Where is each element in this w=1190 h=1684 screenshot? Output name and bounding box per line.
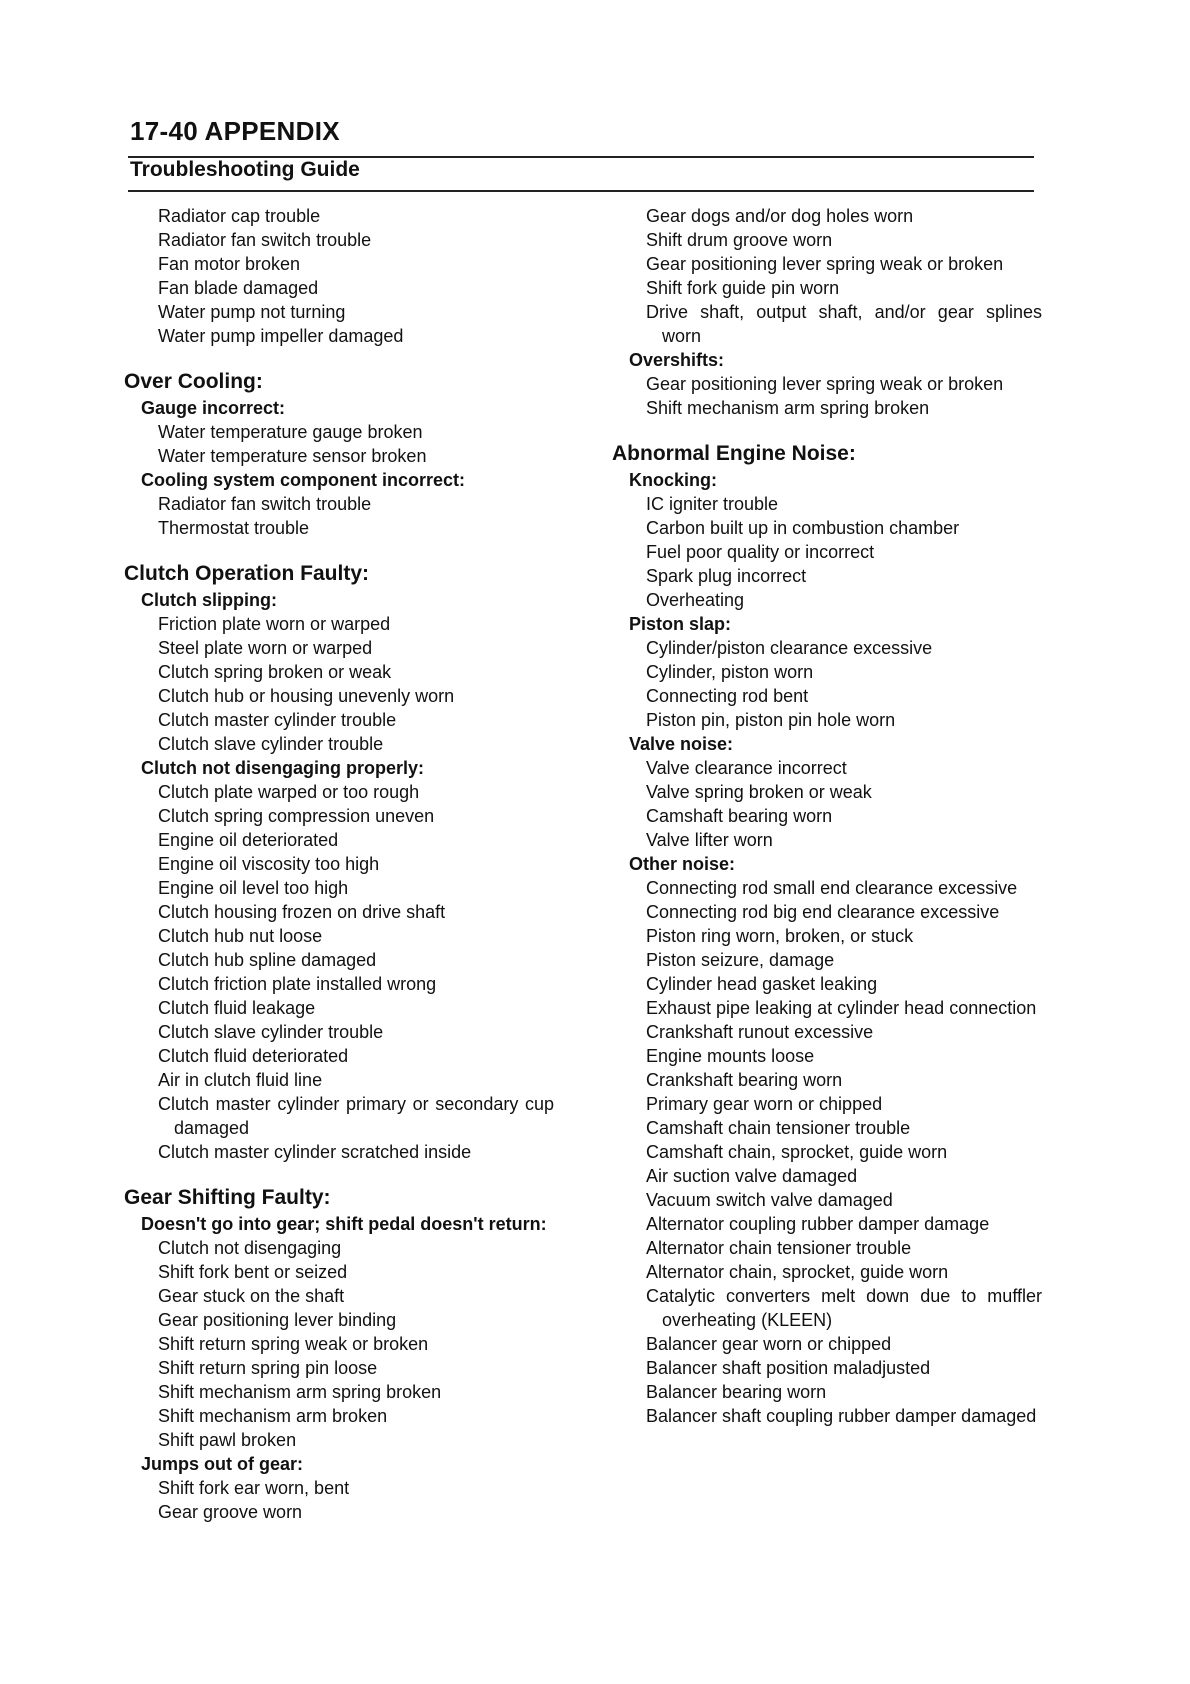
cause-item: Exhaust pipe leaking at cylinder head connection [646,998,1037,1018]
cause-item: Fan blade damaged [158,278,319,298]
cause-item: Alternator coupling rubber damper damage [646,1214,990,1234]
cause-item: Valve clearance incorrect [646,758,847,778]
trouble-group [124,204,554,348]
cause-item: Shift pawl broken [158,1430,297,1450]
cause-item: Vacuum switch valve damaged [646,1190,893,1210]
cause-item: Camshaft bearing worn [646,806,833,826]
cause-item: Shift return spring pin loose [158,1358,378,1378]
cause-item: Piston ring worn, broken, or stuck [646,926,914,946]
cause-item: Clutch fluid leakage [158,998,316,1018]
cause-item: Engine mounts loose [646,1046,815,1066]
trouble-group [124,560,554,1164]
cause-item: Clutch slave cylinder trouble [158,1022,384,1042]
cause-list [612,204,1042,348]
cause-list [124,612,554,756]
cause-item: Clutch hub or housing unevenly worn [158,686,455,706]
cause-item: Thermostat trouble [158,518,310,538]
subgroup-heading: Jumps out of gear: [141,1454,304,1474]
cause-item: Carbon built up in combustion chamber [646,518,960,538]
cause-item: Valve lifter worn [646,830,773,850]
cause-list [124,1476,554,1524]
cause-list [612,756,1042,852]
trouble-group [124,1184,554,1524]
cause-list [124,492,554,540]
cause-item: Friction plate worn or warped [158,614,391,634]
cause-item: Shift drum groove worn [646,230,833,250]
cause-item: Connecting rod bent [646,686,809,706]
cause-item: Shift mechanism arm spring broken [158,1382,442,1402]
cause-item: Clutch spring broken or weak [158,662,392,682]
cause-item: Clutch slave cylinder trouble [158,734,384,754]
cause-list [124,780,554,1164]
cause-item: Connecting rod big end clearance excessive [646,902,1000,922]
cause-item: Gear positioning lever spring weak or broken [646,254,1004,274]
subgroup-heading: Valve noise: [629,734,734,754]
group-heading: Over Cooling: [124,370,263,393]
cause-item: Gear positioning lever binding [158,1310,397,1330]
section-rule [128,190,1034,192]
section-heading: Troubleshooting Guide [130,158,360,181]
cause-item: Radiator cap trouble [158,206,321,226]
cause-item: Spark plug incorrect [646,566,807,586]
cause-item: Fuel poor quality or incorrect [646,542,875,562]
left-column [124,204,554,1524]
cause-item: Clutch master cylinder scratched inside [158,1142,472,1162]
subgroup-heading: Cooling system component incorrect: [141,470,466,490]
cause-item: Clutch hub nut loose [158,926,323,946]
cause-item: Gear dogs and/or dog holes worn [646,206,914,226]
cause-item: Shift fork guide pin worn [646,278,840,298]
cause-item: Overheating [646,590,745,610]
cause-item: Crankshaft bearing worn [646,1070,843,1090]
cause-item: Valve spring broken or weak [646,782,872,802]
trouble-group [124,368,554,540]
cause-item: Piston seizure, damage [646,950,835,970]
group-heading: Clutch Operation Faulty: [124,562,370,585]
cause-item: Clutch housing frozen on drive shaft [158,902,446,922]
cause-item: Drive shaft, output shaft, and/or gear splines worn [646,302,1042,346]
cause-item: IC igniter trouble [646,494,779,514]
cause-item: Cylinder, piston worn [646,662,814,682]
cause-item: Clutch spring compression uneven [158,806,435,826]
cause-list [124,204,554,348]
cause-item: Engine oil deteriorated [158,830,339,850]
subgroup-heading: Other noise: [629,854,736,874]
cause-item: Water temperature sensor broken [158,446,427,466]
cause-item: Clutch hub spline damaged [158,950,377,970]
cause-list [612,636,1042,732]
cause-list [124,420,554,468]
cause-item: Gear stuck on the shaft [158,1286,345,1306]
cause-item: Camshaft chain tensioner trouble [646,1118,911,1138]
cause-item: Balancer shaft position maladjusted [646,1358,931,1378]
cause-list [612,876,1042,1428]
subgroup-heading: Overshifts: [629,350,725,370]
cause-item: Cylinder/piston clearance excessive [646,638,933,658]
cause-item: Clutch master cylinder trouble [158,710,397,730]
cause-item: Piston pin, piston pin hole worn [646,710,896,730]
cause-item: Gear positioning lever spring weak or broken [646,374,1004,394]
cause-item: Water pump impeller damaged [158,326,404,346]
subgroup-heading: Gauge incorrect: [141,398,286,418]
cause-item: Primary gear worn or chipped [646,1094,883,1114]
cause-item: Alternator chain, sprocket, guide worn [646,1262,949,1282]
cause-item: Alternator chain tensioner trouble [646,1238,912,1258]
cause-item: Connecting rod small end clearance excessive [646,878,1018,898]
cause-item: Clutch fluid deteriorated [158,1046,349,1066]
cause-item: Balancer shaft coupling rubber damper damaged [646,1406,1037,1426]
cause-item: Clutch friction plate installed wrong [158,974,437,994]
cause-item: Cylinder head gasket leaking [646,974,878,994]
cause-item: Gear groove worn [158,1502,303,1522]
subgroup-heading: Clutch slipping: [141,590,277,610]
cause-list [124,1236,554,1452]
group-heading: Abnormal Engine Noise: [612,442,856,465]
trouble-group [612,440,1042,1428]
cause-item: Clutch master cylinder primary or secondary cup damaged [158,1094,554,1138]
cause-item: Radiator fan switch trouble [158,494,372,514]
cause-item: Shift fork ear worn, bent [158,1478,350,1498]
group-heading: Gear Shifting Faulty: [124,1186,331,1209]
right-column [612,204,1042,1428]
cause-item: Radiator fan switch trouble [158,230,372,250]
cause-list [612,372,1042,420]
cause-item: Clutch not disengaging [158,1238,342,1258]
cause-item: Balancer bearing worn [646,1382,827,1402]
cause-item: Water pump not turning [158,302,346,322]
subgroup-heading: Knocking: [629,470,717,490]
cause-list [612,492,1042,612]
page-heading: 17-40 APPENDIX [130,116,340,146]
subgroup-heading: Piston slap: [629,614,732,634]
subgroup-heading: Clutch not disengaging properly: [141,758,424,778]
cause-item: Water temperature gauge broken [158,422,423,442]
cause-item: Fan motor broken [158,254,301,274]
cause-item: Air suction valve damaged [646,1166,858,1186]
cause-item: Shift mechanism arm broken [158,1406,388,1426]
cause-item: Shift fork bent or seized [158,1262,348,1282]
cause-item: Engine oil level too high [158,878,349,898]
subgroup-heading: Doesn't go into gear; shift pedal doesn't return: [141,1214,547,1234]
cause-item: Crankshaft runout excessive [646,1022,874,1042]
cause-item: Balancer gear worn or chipped [646,1334,892,1354]
cause-item: Shift return spring weak or broken [158,1334,429,1354]
cause-item: Camshaft chain, sprocket, guide worn [646,1142,948,1162]
trouble-group [612,204,1042,420]
cause-item: Air in clutch fluid line [158,1070,323,1090]
cause-item: Shift mechanism arm spring broken [646,398,930,418]
cause-item: Steel plate worn or warped [158,638,373,658]
cause-item: Clutch plate warped or too rough [158,782,420,802]
cause-item: Catalytic converters melt down due to muffler overheating (KLEEN) [646,1286,1042,1330]
cause-item: Engine oil viscosity too high [158,854,380,874]
